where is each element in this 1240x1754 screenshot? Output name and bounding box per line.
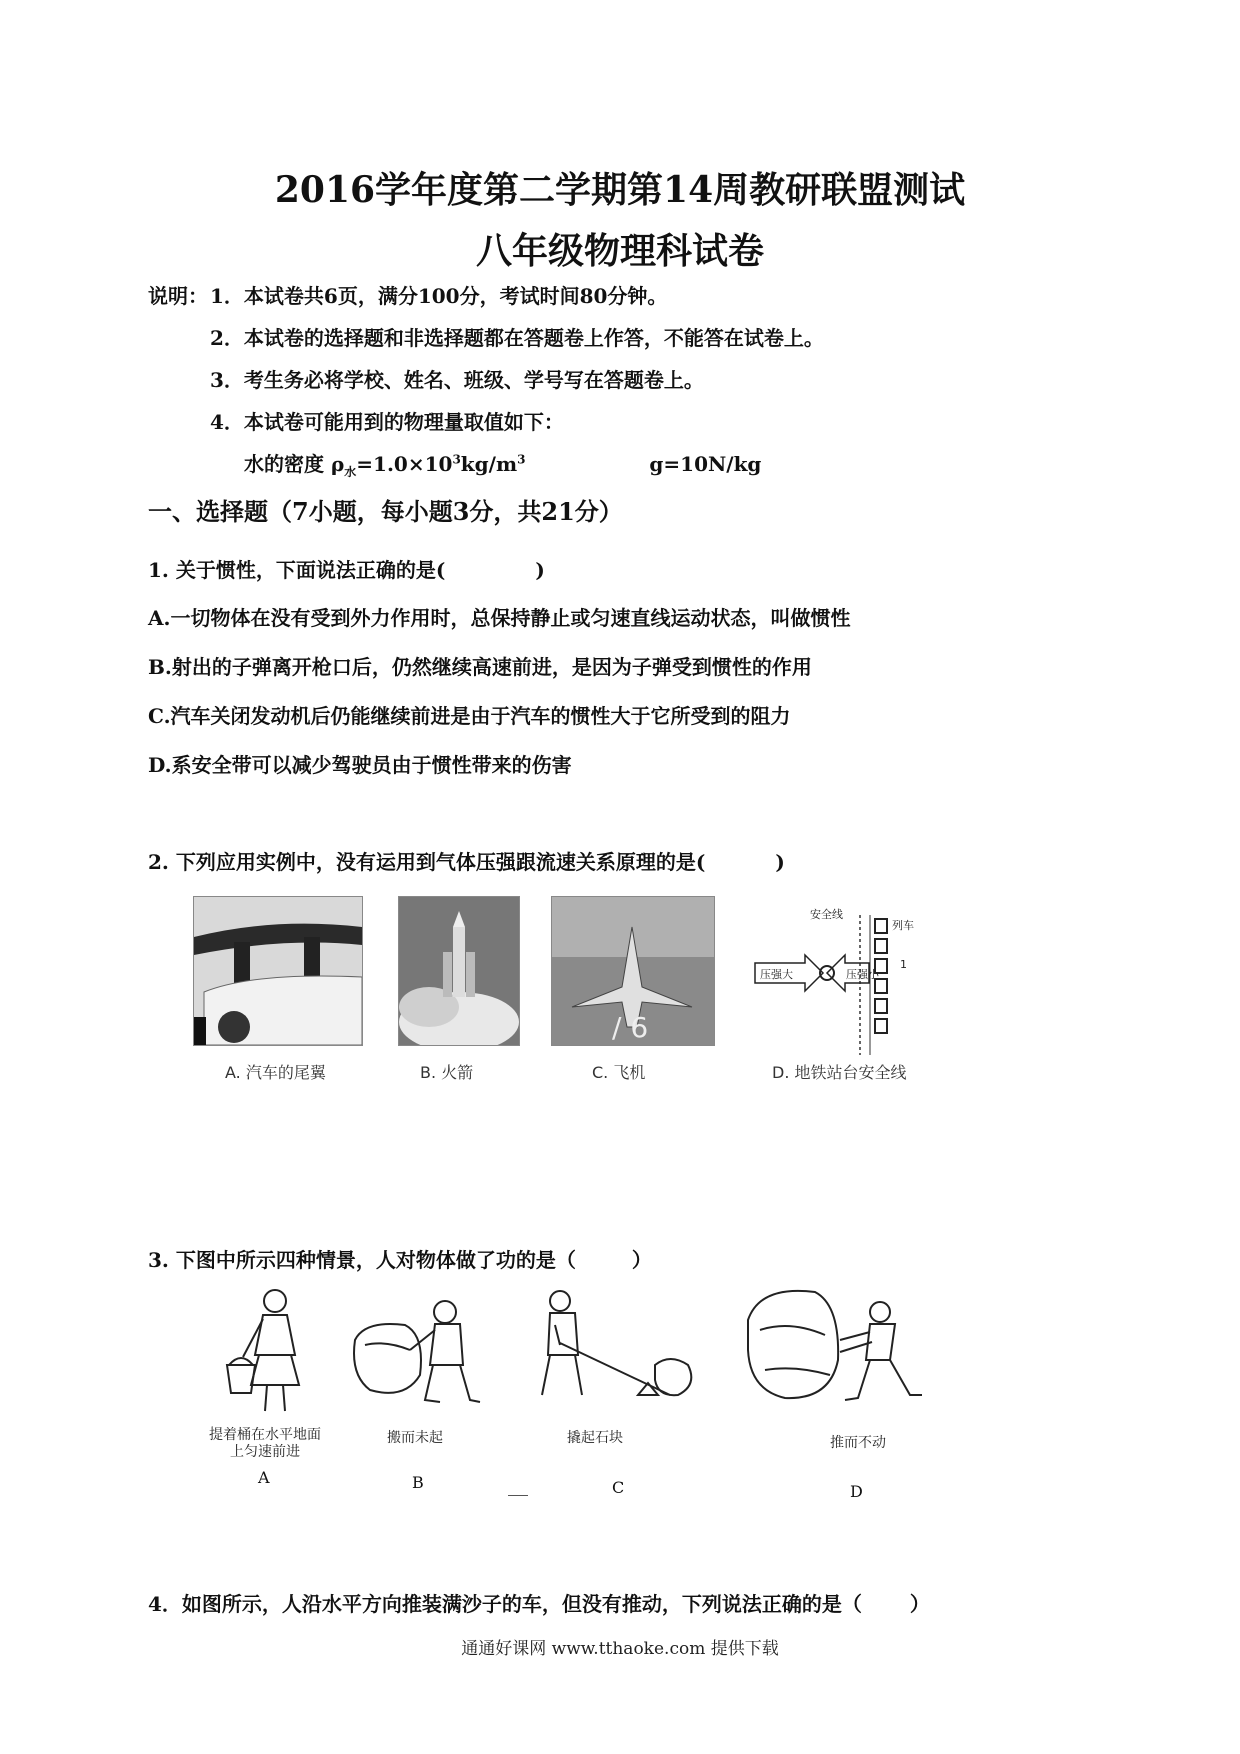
q1-paren-close: )	[535, 558, 545, 582]
q2-caption-b: B. 火箭	[420, 1063, 474, 1082]
label-marker: 1	[900, 958, 907, 971]
constants-unit: kg/m	[460, 452, 518, 476]
q3-caption-a-line1: 提着桶在水平地面	[209, 1427, 321, 1443]
label-high-pressure: 压强大	[760, 968, 793, 981]
q3-caption-b: 搬而未起	[387, 1430, 443, 1446]
note-constants	[244, 448, 761, 480]
constants-g: g=10N/kg	[649, 452, 762, 476]
q2-stem-text: 2. 下列应用实例中，没有运用到气体压强跟流速关系原理的是(	[148, 850, 706, 874]
q4-stem-text: 4．如图所示，人沿水平方向推装满沙子的车，但没有推动，下列说法正确的是（	[148, 1592, 862, 1616]
q1-option-a: A.一切物体在没有受到外力作用时，总保持静止或匀速直线运动状态，叫做惯性	[148, 606, 851, 630]
constants-exp: 3	[452, 452, 461, 467]
rocket-photo	[398, 896, 520, 1046]
q2-paren-close: )	[775, 850, 785, 874]
person-prying-stone-drawing	[520, 1285, 700, 1415]
label-low-pressure: 压强小	[846, 968, 879, 981]
label-safety-line: 安全线	[810, 908, 843, 921]
q3-caption-a-line2: 上匀速前进	[230, 1444, 300, 1460]
q4-paren-close: ）	[909, 1592, 930, 1616]
q1-option-d: D.系安全带可以减少驾驶员由于惯性带来的伤害	[148, 753, 572, 777]
constants-prefix: 水的密度 ρ	[244, 452, 345, 476]
q3-caption-c: 撬起石块	[567, 1430, 623, 1446]
airplane-photo	[551, 896, 715, 1046]
note-item-4: 4．本试卷可能用到的物理量取值如下：	[210, 410, 564, 434]
q2-caption-a: A. 汽车的尾翼	[225, 1063, 326, 1082]
section-heading: 一、选择题（7小题，每小题3分，共21分）	[148, 497, 623, 526]
q3-letter-a: A	[258, 1468, 270, 1487]
stray-mark	[508, 1495, 528, 1496]
girl-carrying-bucket-drawing	[215, 1285, 325, 1415]
q3-paren-close: ）	[631, 1248, 652, 1272]
person-pushing-boulder-drawing	[740, 1280, 930, 1415]
constants-sub: 水	[344, 465, 357, 479]
constants-unit-exp: 3	[517, 452, 526, 467]
note-item-3: 3．考生务必将学校、姓名、班级、学号写在答题卷上。	[210, 368, 704, 392]
q3-stem	[148, 1244, 652, 1273]
exam-subtitle: 八年级物理科试卷	[475, 230, 764, 272]
q3-caption-a	[200, 1427, 330, 1461]
exam-title: 2016学年度第二学期第14周教研联盟测试	[274, 169, 966, 211]
notes-label: 说明：	[148, 284, 208, 308]
svg-text:/ 6: / 6	[612, 1011, 649, 1044]
note-item-1: 1．本试卷共6页，满分100分，考试时间80分钟。	[210, 284, 668, 308]
q1-option-b: B.射出的子弹离开枪口后，仍然继续高速前进，是因为子弹受到惯性的作用	[148, 655, 812, 679]
q3-letter-d: D	[850, 1482, 863, 1501]
q1-option-c: C.汽车关闭发动机后仍能继续前进是由于汽车的惯性大于它所受到的阻力	[148, 704, 791, 728]
q3-letter-b: B	[412, 1473, 424, 1492]
q1-stem	[148, 554, 545, 583]
car-spoiler-photo	[193, 896, 363, 1046]
q2-stem	[148, 846, 785, 875]
person-lifting-rock-drawing	[345, 1290, 485, 1415]
q2-caption-c: C. 飞机	[592, 1063, 646, 1082]
label-train: 列车	[892, 919, 914, 932]
q3-caption-d: 推而不动	[830, 1435, 886, 1451]
q1-stem-text: 1. 关于惯性，下面说法正确的是(	[148, 558, 446, 582]
constants-mid: =1.0×10	[356, 452, 453, 476]
q3-stem-text: 3. 下图中所示四种情景，人对物体做了功的是（	[148, 1248, 576, 1272]
q2-caption-d: D. 地铁站台安全线	[772, 1063, 907, 1082]
q3-letter-c: C	[612, 1478, 625, 1497]
note-item-2: 2．本试卷的选择题和非选择题都在答题卷上作答，不能答在试卷上。	[210, 326, 824, 350]
q4-stem	[148, 1588, 930, 1617]
footer-download-note: 通通好课网 www.tthaoke.com 提供下载	[461, 1639, 779, 1659]
